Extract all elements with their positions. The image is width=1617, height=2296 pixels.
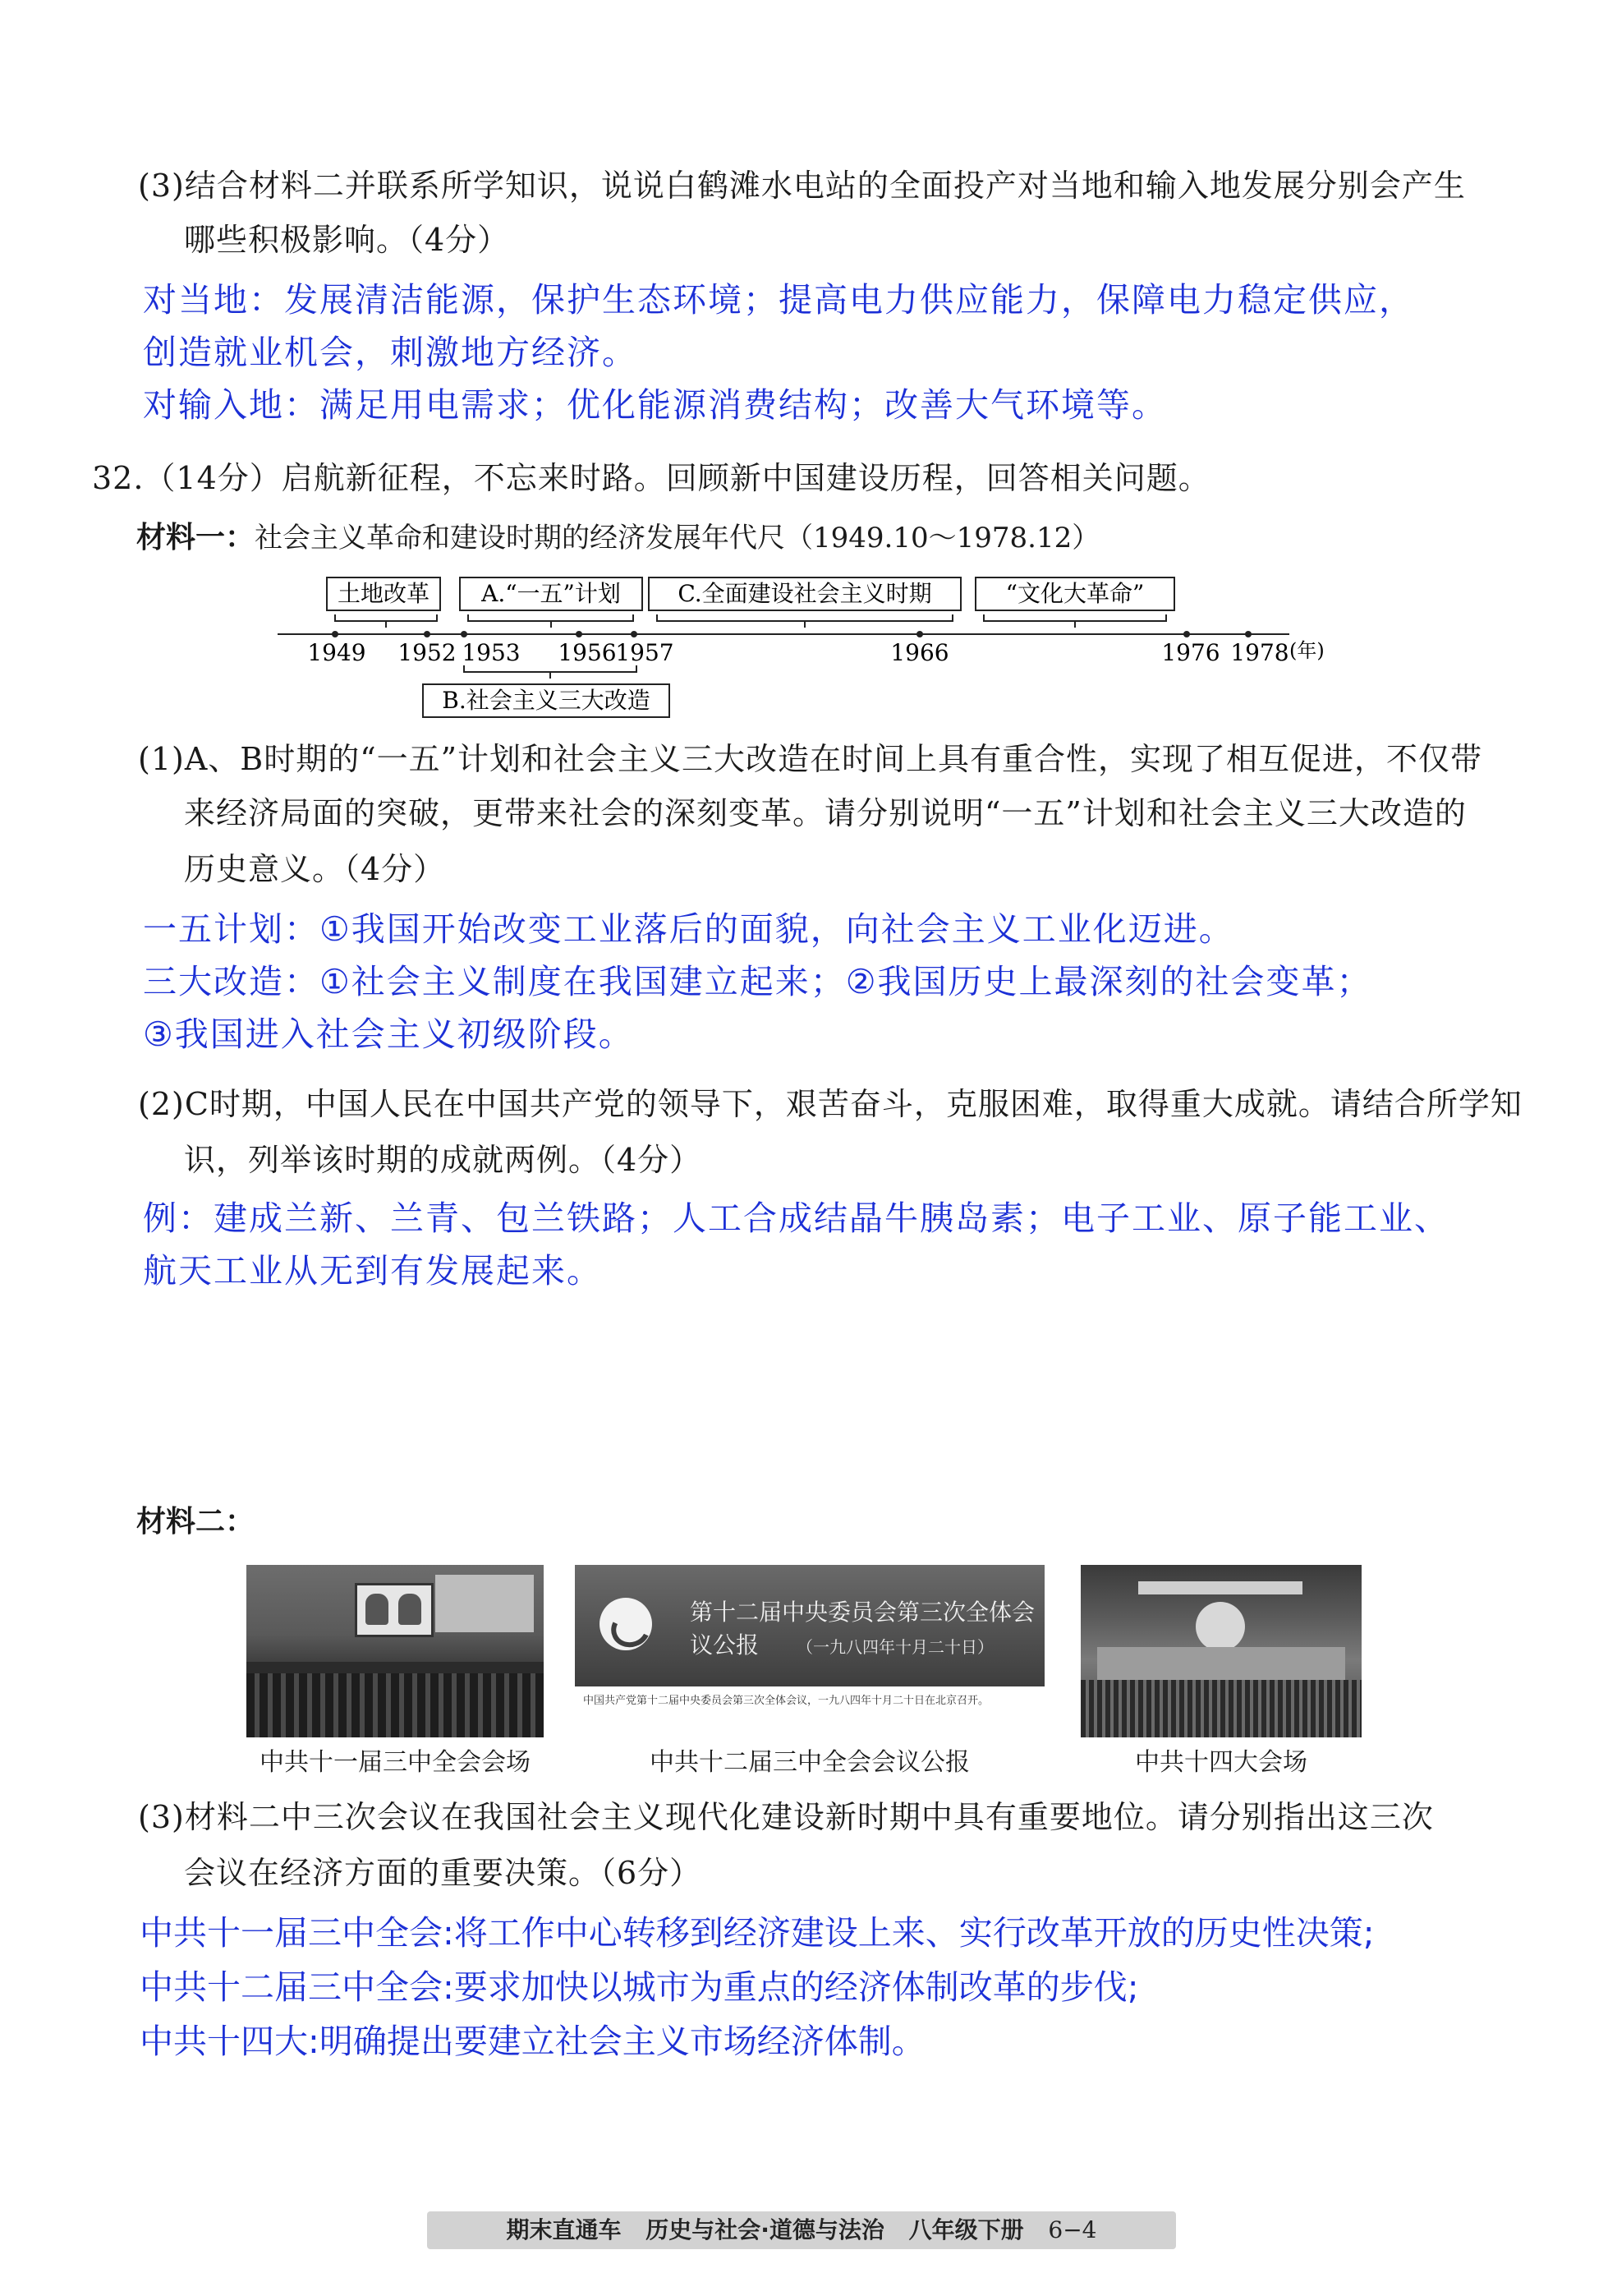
q31-3-line1: (3)结合材料二并联系所学知识，说说白鹤滩水电站的全面投产对当地和输入地发展分别会产生 xyxy=(138,168,1466,204)
q32-1-line1: (1)A、B时期的“一五”计划和社会主义三大改造在时间上具有重合性，实现了相互促进，不仅带 xyxy=(138,741,1483,777)
year-1957: 1957 xyxy=(615,639,674,666)
timeline-box-land-reform-label: 土地改革 xyxy=(337,580,430,607)
dot-1976 xyxy=(1183,631,1190,637)
dot-1957 xyxy=(631,631,637,637)
q32-1-answer-line1: 一五计划：①我国开始改变工业落后的面貌，向社会主义工业化迈进。 xyxy=(143,909,1234,949)
year-1956: 1956 xyxy=(558,639,617,666)
year-1976: 1976 xyxy=(1161,639,1220,666)
dot-1952 xyxy=(424,631,430,637)
q32-3-answer-line3: 中共十四大:明确提出要建立社会主义市场经济体制。 xyxy=(140,2022,926,2061)
year-1966: 1966 xyxy=(890,639,949,666)
q32-2-answer-line1: 例：建成兰新、兰青、包兰铁路；人工合成结晶牛胰岛素；电子工业、原子能工业、 xyxy=(143,1199,1449,1238)
q32-3-line1: (3)材料二中三次会议在我国社会主义现代化建设新时期中具有重要地位。请分别指出这三次 xyxy=(138,1799,1434,1835)
dot-1978 xyxy=(1245,631,1252,637)
timeline-box-three-transformations-label: B.社会主义三大改造 xyxy=(442,687,650,714)
q32-2-answer-line2: 航天工业从无到有发展起来。 xyxy=(143,1251,602,1291)
brace-first-five-year-plan xyxy=(468,614,633,628)
q32-3-answer-line1: 中共十一届三中全会:将工作中心转移到经济建设上来、实行改革开放的历史性决策; xyxy=(140,1913,1375,1953)
party-emblem-icon xyxy=(599,1598,652,1650)
footer-series: 期末直通车 xyxy=(506,2216,622,2243)
dot-1956 xyxy=(576,631,582,637)
q32-2-line1: (2)C时期，中国人民在中国共产党的领导下，艰苦奋斗，克服困难，取得重大成就。请结合所学知 xyxy=(138,1086,1523,1122)
material1-heading xyxy=(136,514,1100,556)
brace-cultural-revolution xyxy=(984,614,1166,628)
photo-third-plenary-11th xyxy=(246,1565,544,1737)
bulletin-title: 第十二届中央委员会第三次全体会议公报 xyxy=(690,1599,1036,1659)
timeline-box-first-five-year-plan-label: A.“一五”计划 xyxy=(481,580,621,607)
q32-1-answer-line3: ③我国进入社会主义初级阶段。 xyxy=(143,1015,634,1054)
photo-14th-congress xyxy=(1081,1565,1362,1737)
year-1949: 1949 xyxy=(307,639,366,666)
year-1952: 1952 xyxy=(397,639,457,666)
material1-label: 材料一： xyxy=(136,521,255,554)
q32-stem: 32.（14分）启航新征程，不忘来时路。回顾新中国建设历程，回答相关问题。 xyxy=(92,460,1210,496)
timeline-box-cultural-revolution-label: “文化大革命” xyxy=(1005,580,1145,607)
portrait-frame xyxy=(355,1583,434,1637)
q31-3-answer-line2: 创造就业机会，刺激地方经济。 xyxy=(143,333,637,372)
year-unit: (年) xyxy=(1289,639,1325,662)
photo-bulletin-12th xyxy=(575,1565,1045,1713)
material2-label: 材料二： xyxy=(136,1505,255,1539)
brace-socialism-construction xyxy=(657,614,953,628)
brace-three-transformations xyxy=(464,665,636,679)
brace-land-reform xyxy=(335,614,437,628)
dot-1953 xyxy=(461,631,467,637)
q31-3-line2: 哪些积极影响。（4分） xyxy=(184,222,510,258)
bulletin-date: （一九八四年十月二十日） xyxy=(797,1637,994,1657)
timeline-chart xyxy=(263,567,1355,731)
q32-2-line2: 识，列举该时期的成就两例。（4分） xyxy=(184,1142,702,1178)
footer-bar xyxy=(427,2211,1176,2249)
caption-photo3: 中共十四大会场 xyxy=(1135,1748,1307,1777)
q32-3-line2: 会议在经济方面的重要决策。（6分） xyxy=(184,1855,702,1891)
caption-photo2: 中共十二届三中全会会议公报 xyxy=(650,1748,970,1777)
q32-1-line2: 来经济局面的突破，更带来社会的深刻变革。请分别说明“一五”计划和社会主义三大改造的 xyxy=(184,795,1467,831)
q31-3-answer-line3: 对输入地：满足用电需求；优化能源消费结构；改善大气环境等。 xyxy=(143,385,1167,425)
dot-1949 xyxy=(332,631,338,637)
footer-subject: 历史与社会·道德与法治 xyxy=(645,2216,884,2243)
q32-1-answer-line2: 三大改造：①社会主义制度在我国建立起来；②我国历史上最深刻的社会变革； xyxy=(143,962,1372,1001)
material1-text: 社会主义革命和建设时期的经济发展年代尺（1949.10～1978.12） xyxy=(255,522,1100,554)
year-1978: 1978 xyxy=(1230,639,1289,666)
q32-3-answer-line2: 中共十二届三中全会:要求加快以城市为重点的经济体制改革的步伐; xyxy=(140,1967,1139,2007)
footer-page: 6−4 xyxy=(1048,2216,1097,2243)
dot-1966 xyxy=(916,631,923,637)
timeline-box-socialism-construction-label: C.全面建设社会主义时期 xyxy=(678,580,932,607)
q31-3-answer-line1: 对当地：发展清洁能源，保护生态环境；提高电力供应能力，保障电力稳定供应， xyxy=(143,280,1414,320)
year-1953: 1953 xyxy=(462,639,521,666)
caption-photo1: 中共十一届三中全会会场 xyxy=(260,1748,531,1777)
bulletin-note: 中国共产党第十二届中央委员会第三次全体会议，一九八四年十月二十日在北京召开。 xyxy=(583,1695,990,1707)
footer-grade: 八年级下册 xyxy=(908,2216,1024,2243)
q32-1-line3: 历史意义。（4分） xyxy=(184,851,446,887)
